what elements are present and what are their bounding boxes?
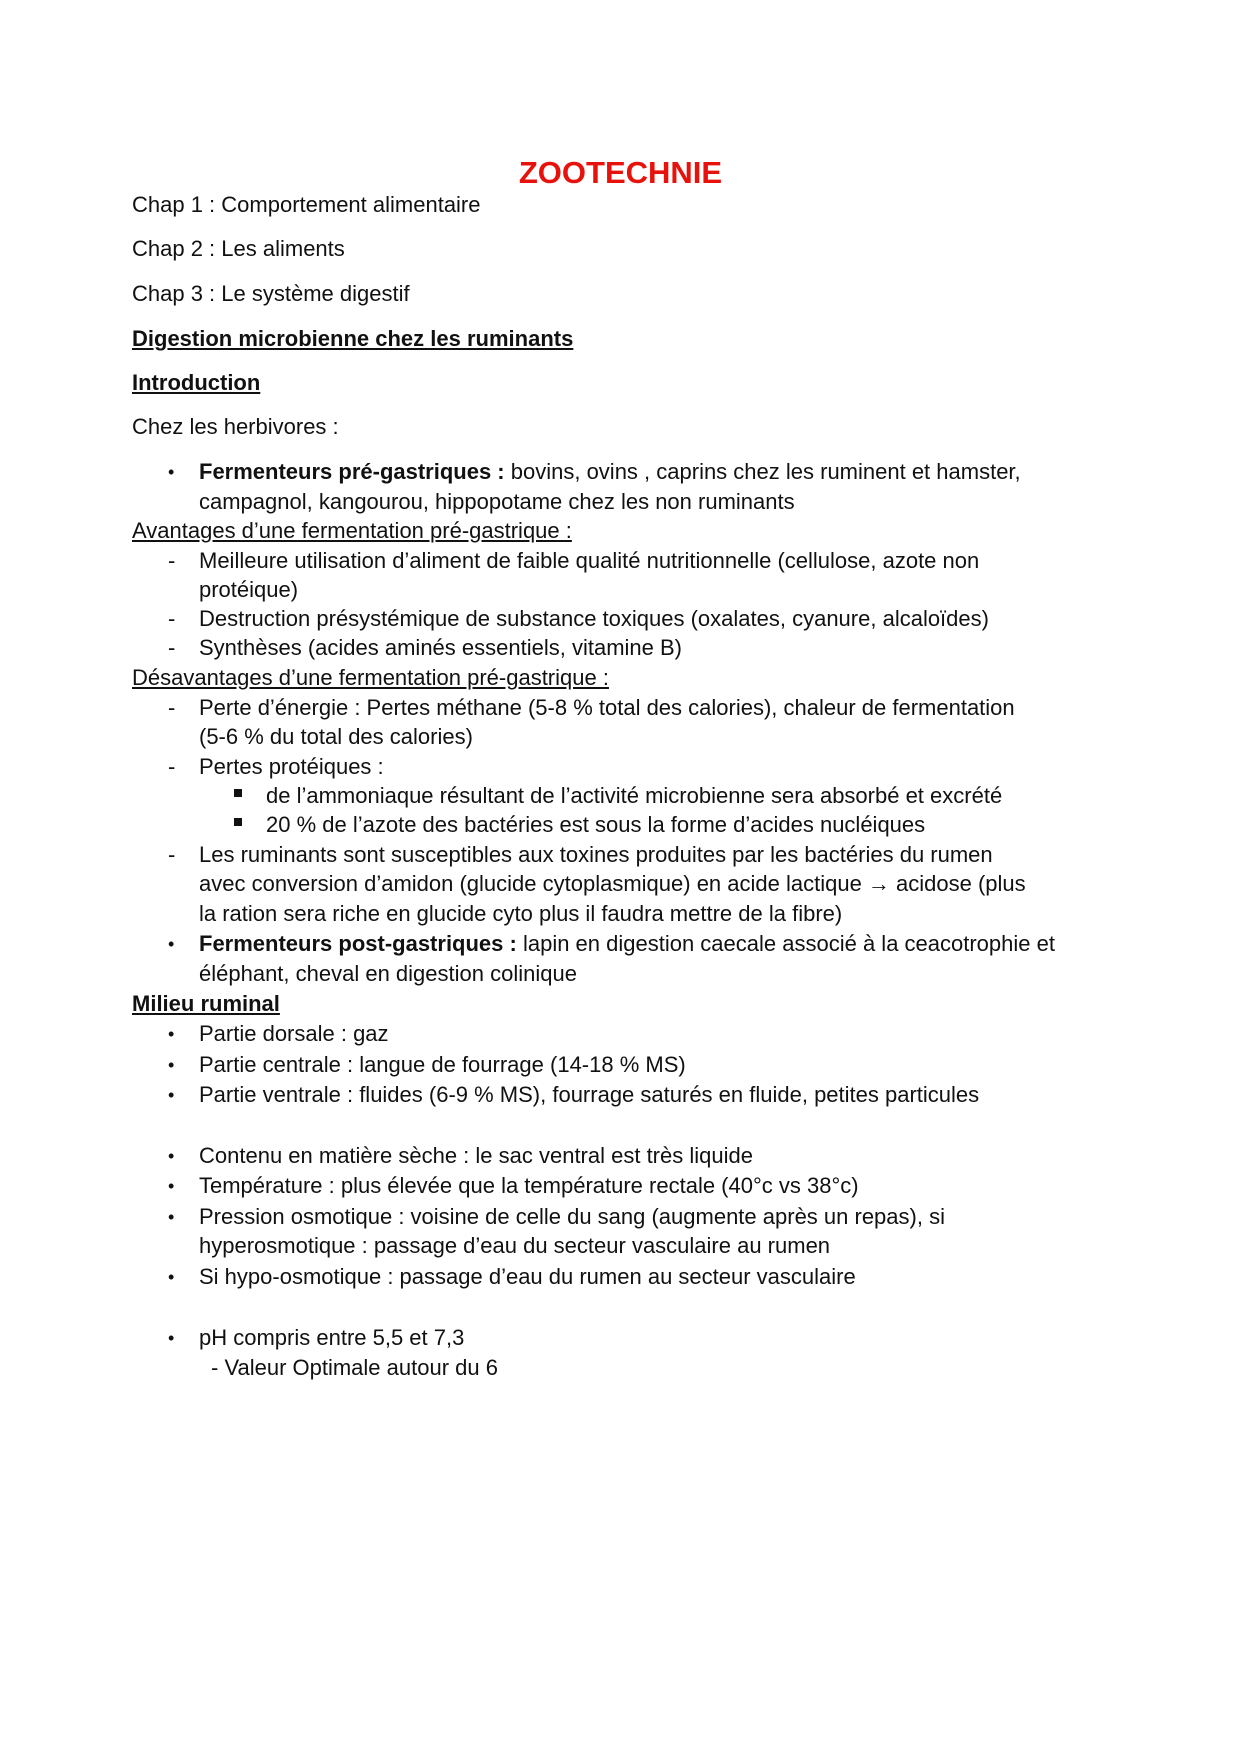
energy-loss-line-2: (5-6 % du total des calories) xyxy=(199,724,473,749)
advantage-3: Synthèses (acides aminés essentiels, vitamine B) xyxy=(199,635,682,660)
bullet-icon: • xyxy=(168,1146,175,1166)
property-osmotic-line-1: Pression osmotique : voisine de celle du sang (augmente après un repas), si xyxy=(199,1204,945,1229)
pre-gastric-line-2: campagnol, kangourou, hippopotame chez les non ruminants xyxy=(199,489,795,514)
dash-icon: - xyxy=(168,842,176,867)
protein-sub-1: de l’ammoniaque résultant de l’activité microbienne sera absorbé et excrété xyxy=(266,783,1003,808)
dash-icon: - xyxy=(168,695,176,720)
ph-range: pH compris entre 5,5 et 7,3 xyxy=(199,1325,465,1350)
property-dry-matter: Contenu en matière sèche : le sac ventral est très liquide xyxy=(199,1143,753,1168)
property-hypo-osmotic: Si hypo-osmotique : passage d’eau du rumen au secteur vasculaire xyxy=(199,1264,856,1289)
dash-icon: - xyxy=(168,606,176,631)
bullet-icon: • xyxy=(168,934,175,954)
bullet-icon: • xyxy=(168,1267,175,1287)
dash-icon: - xyxy=(168,754,176,779)
chapter-1: Chap 1 : Comportement alimentaire xyxy=(132,192,481,217)
protein-sub-2: 20 % de l’azote des bactéries est sous la forme d’acides nucléiques xyxy=(266,812,926,837)
chapter-3: Chap 3 : Le système digestif xyxy=(132,281,410,306)
bullet-icon: • xyxy=(168,1328,175,1348)
pre-gastric-label: Fermenteurs pré-gastriques : xyxy=(199,459,505,484)
part-ventral: Partie ventrale : fluides (6-9 % MS), fourrage saturés en fluide, petites particules xyxy=(199,1082,980,1107)
toxins-line-2: avec conversion d’amidon (glucide cytoplasmique) en acide lactique → acidose (plus xyxy=(199,871,1026,896)
advantages-heading: Avantages d’une fermentation pré-gastrique : xyxy=(132,518,572,543)
document-title: ZOOTECHNIE xyxy=(518,155,723,190)
bullet-icon: • xyxy=(168,1024,175,1044)
energy-loss-line-1: Perte d’énergie : Pertes méthane (5-8 % total des calories), chaleur de fermentation xyxy=(199,695,1015,720)
toxins-line-1: Les ruminants sont susceptibles aux toxines produites par les bactéries du rumen xyxy=(199,842,993,867)
post-gastric-text: lapin en digestion caecale associé à la ceacotrophie et xyxy=(516,931,1055,956)
bullet-icon: • xyxy=(168,1207,175,1227)
post-gastric-line-1 xyxy=(199,930,1055,958)
property-temperature: Température : plus élevée que la température rectale (40°c vs 38°c) xyxy=(199,1173,859,1198)
square-bullet-icon xyxy=(234,789,242,797)
milieu-heading: Milieu ruminal xyxy=(132,991,280,1016)
bullet-icon: • xyxy=(168,1176,175,1196)
section-heading: Digestion microbienne chez les ruminants xyxy=(132,326,574,351)
chapter-2: Chap 2 : Les aliments xyxy=(132,236,345,261)
bullet-icon: • xyxy=(168,1085,175,1105)
pre-gastric-line-1 xyxy=(199,458,1021,486)
bullet-icon: • xyxy=(168,462,175,482)
advantage-2: Destruction présystémique de substance toxiques (oxalates, cyanure, alcaloïdes) xyxy=(199,606,989,631)
intro-heading: Introduction xyxy=(132,370,261,395)
disadvantages-heading: Désavantages d’une fermentation pré-gastrique : xyxy=(132,665,609,690)
square-bullet-icon xyxy=(234,818,242,826)
advantage-1-line-1: Meilleure utilisation d’aliment de faible qualité nutritionnelle (cellulose, azote non xyxy=(199,548,980,573)
bullet-icon: • xyxy=(168,1055,175,1075)
post-gastric-line-2: éléphant, cheval en digestion colinique xyxy=(199,961,577,986)
part-dorsal: Partie dorsale : gaz xyxy=(199,1021,389,1046)
post-gastric-label: Fermenteurs post-gastriques : xyxy=(199,931,517,956)
advantage-1-line-2: protéique) xyxy=(199,577,299,602)
property-osmotic-line-2: hyperosmotique : passage d’eau du secteur vasculaire au rumen xyxy=(199,1233,831,1258)
dash-icon: - xyxy=(168,548,176,573)
toxins-line-3: la ration sera riche en glucide cyto plus il faudra mettre de la fibre) xyxy=(199,901,843,926)
herbivores-line: Chez les herbivores : xyxy=(132,414,339,439)
protein-loss: Pertes protéiques : xyxy=(199,754,384,779)
ph-optimal: - Valeur Optimale autour du 6 xyxy=(211,1355,498,1380)
pre-gastric-text: bovins, ovins , caprins chez les ruminent et hamster, xyxy=(504,459,1021,484)
dash-icon: - xyxy=(168,635,176,660)
part-central: Partie centrale : langue de fourrage (14-18 % MS) xyxy=(199,1052,686,1077)
